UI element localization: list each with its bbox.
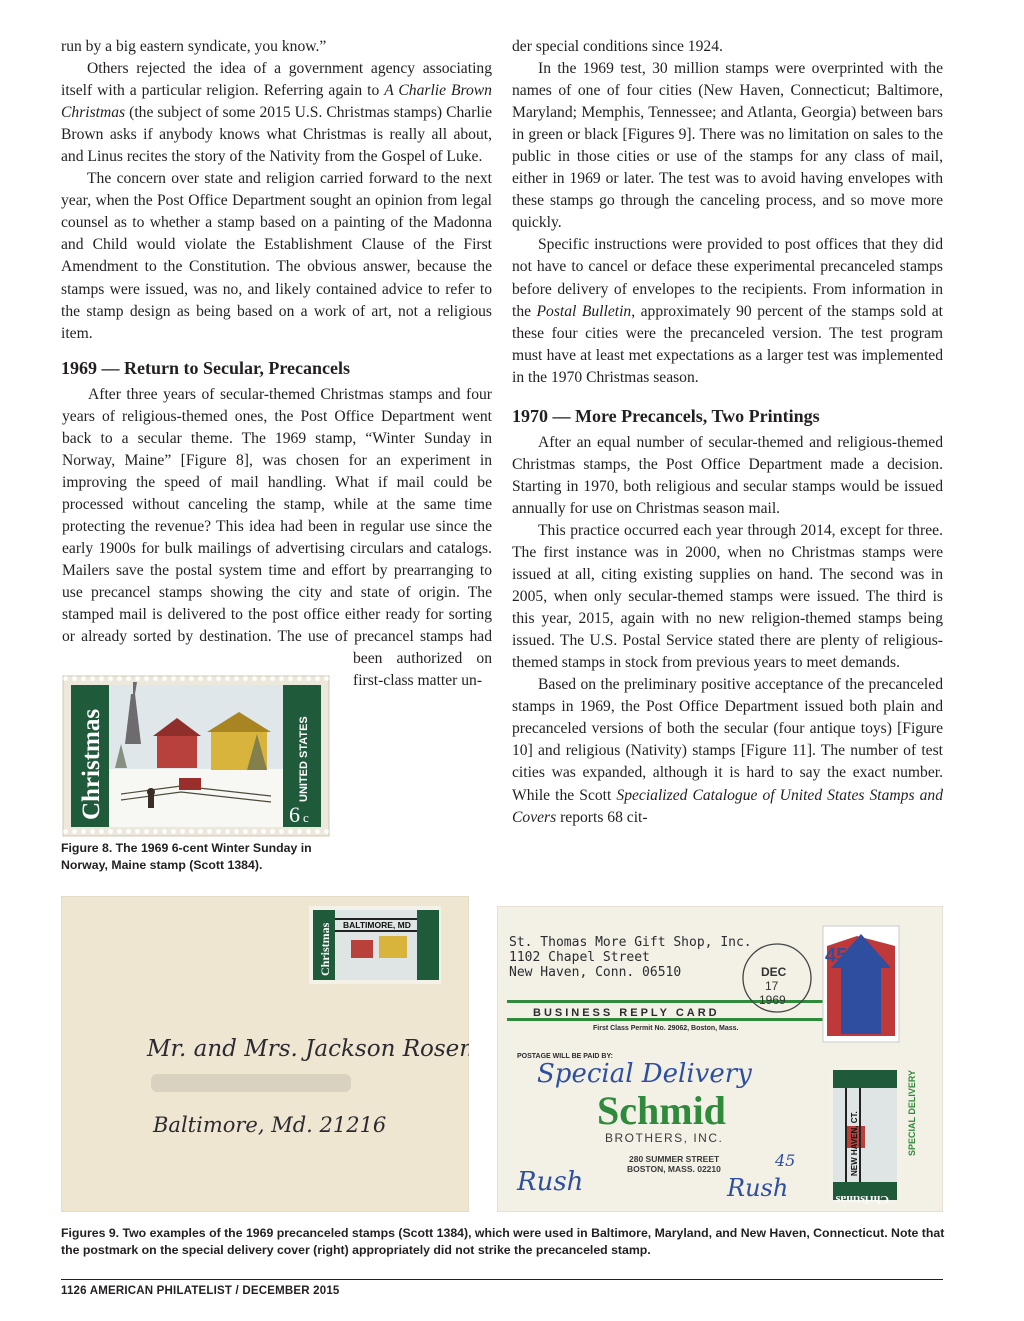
sender-line-2: 1102 Chapel Street <box>509 950 650 965</box>
paragraph: der special conditions since 1924. <box>512 38 723 55</box>
overprint-text: NEW HAVEN, CT. <box>850 1111 859 1176</box>
sender-line-3: New Haven, Conn. 06510 <box>509 965 682 980</box>
postmark-month: DEC <box>761 965 787 979</box>
street-label: 280 SUMMER STREET <box>629 1154 720 1164</box>
special-delivery-value: 45 <box>825 945 848 967</box>
brothers-label: BROTHERS, INC. <box>605 1131 724 1145</box>
paragraph: After an equal number of secular-themed and religious-themed Christmas stamps, the Post Office Department made a decision. Starting in 1970, both religious and secular stamps would be issued annually for use on Christmas season mail. <box>512 433 943 517</box>
permit-label: First Class Permit No. 29062, Boston, Mass. <box>593 1025 739 1032</box>
figure-9-caption: Figures 9. Two examples of the 1969 precanceled stamps (Scott 1384), which were used in Baltimore, Maryland, and New Haven, Connecticut. Note that the postmark on the special delivery cover (right) appropriately did not strike the precanceled stamp. <box>61 1226 945 1257</box>
stamp-country: UNITED STATES <box>298 716 310 802</box>
figure-8-caption: Figure 8. The 1969 6-cent Winter Sunday in Norway, Maine stamp (Scott 1384). <box>61 841 312 872</box>
paragraph: This practice occurred each year through 2014, except for three. The first instance was in 2000, when no Christmas stamps were issued at all, citing existing supplies on hand. The second was in 2005, when only secular-themed stamps were issued. The third is this year, 2015, again with no new religion-themed stamps being issued. The U.S. Postal Service stated there are plenty of religious-themed stamps in stock from previous years to meet demands. <box>512 521 943 672</box>
footer-rule <box>61 1279 943 1280</box>
italic-title: Postal Bulletin <box>536 302 632 320</box>
paragraph: After three years of secular-themed Christmas stamps and four years of religious-themed ones, the Post Office Department went back to a secular theme. The 1969 stamp, “Winter Sunday in Norway, Maine” [Figure 8], was chosen for an experiment in improving the speed of mail handling. What if mail could be processed without canceling the stamp, while at the same time protecting the revenue? This idea had been in regular use since the early 1900s for bulk mailings of advertising circulars and catalogs. Mailers save the postal system time and effort by prearranging to use precancel stamps showing the city and state of origin. The stamped mail is delivered to the post office either ready for sorting or already sorted by destination. The use of precancel stamps had been authorized on first-class matter un- <box>61 384 492 693</box>
stamp-cents: c <box>303 810 309 825</box>
italic-title: A Charlie Brown Christmas <box>61 82 492 122</box>
precancel-stamp <box>829 1066 901 1207</box>
special-delivery-stamp <box>823 926 899 1042</box>
city-label: BOSTON, MASS. 02210 <box>627 1164 721 1174</box>
precancel-stamp <box>309 906 441 984</box>
right-column <box>512 36 943 829</box>
paragraph: In the 1969 test, 30 million stamps were overprinted with the names of one of four cities (New Haven, Connecticut; Baltimore, Maryland; Memphis, Tennessee; and Atlanta, Georgia) between bars in green or black [Figures 9]. There was no limitation on sales to the public in those cities or use of the stamps for any class of mail, either in 1969 or later. The test was to avoid having envelopes with these stamps go through the canceling process, and so move more quickly. <box>512 60 943 232</box>
stamp-value: 6 <box>289 802 300 827</box>
paragraph: Others rejected the idea of a government agency associating itself with a particular religion. Referring again to A Charlie Brown Christmas (the subject of some 2015 U.S. Christmas stamps) Charlie Brown asks if anybody knows what Christmas is really all about, and Linus recites the story of the Nativity from the Gospel of Luke. <box>61 60 492 166</box>
figure-9-baltimore-cover <box>61 896 469 1212</box>
postmark-year: 1969 <box>759 993 786 1007</box>
stamp-word: Christmas <box>78 708 105 820</box>
paragraph: run by a big eastern syndicate, you know.” <box>61 38 327 55</box>
stamp-word: Christmas <box>318 922 332 976</box>
business-reply-label: BUSINESS REPLY CARD <box>533 1007 720 1019</box>
paragraph: Based on the preliminary positive acceptance of the precanceled stamps in 1969, the Post Office Department issued both plain and precanceled versions of both the secular (four antique toys) [Figure 10] and religious (Nativity) stamps [Figure 11]. The number of test cities was expanded, although it is hard to say the exact number. While the Scott Specialized Catalogue of United States Stamps and Covers reports 68 cit- <box>512 676 943 826</box>
page-footer: 1126 AMERICAN PHILATELIST / DECEMBER 2015 <box>61 1285 340 1297</box>
stamp-word: Christmas <box>835 1193 889 1207</box>
handwriting-price: 45 <box>775 1151 796 1170</box>
postage-paid-label: POSTAGE WILL BE PAID BY: <box>517 1053 613 1060</box>
handwriting-rush-right: Rush <box>727 1174 789 1202</box>
paragraph: Specific instructions were provided to post offices that they did not have to cancel or deface these experimental precanceled stamps before delivery of envelopes to the recipients. From information in the Postal Bulletin, approximately 90 percent of the stamps sold at these four cities were the precanceled version. The test program must have at least met expectations as a larger test was implemented in the 1970 Christmas season. <box>512 236 944 386</box>
postmark-day: 17 <box>765 979 779 993</box>
italic-title: Specialized Catalogue of United States Stamps and Covers <box>512 786 943 826</box>
figure-8-stamp <box>61 674 331 838</box>
blurred-address <box>151 1074 351 1092</box>
sender-line-1: St. Thomas More Gift Shop, Inc. <box>509 935 752 950</box>
paragraph: The concern over state and religion carried forward to the next year, when the Post Office Department sought an opinion from legal counsel as to whether a stamp based on a painting of the Madonna and Child would violate the Establishment Clause of the First Amendment to the Constitution. The obvious answer, because the stamps were issued, was no, and likely contained advice to refer to the stamp design as being based on a work of art, not a religious item. <box>61 170 492 342</box>
address-line-1: Mr. and Mrs. Jackson Rosen, <box>147 1036 469 1062</box>
special-delivery-strip: SPECIAL DELIVERY <box>907 1069 917 1156</box>
address-line-3: Baltimore, Md. 21216 <box>153 1113 387 1137</box>
schmid-logo: Schmid <box>597 1088 726 1133</box>
handwriting-special-delivery: Special Delivery <box>537 1059 752 1089</box>
overprint-text: BALTIMORE, MD <box>343 920 411 930</box>
section-heading: 1970 — More Precancels, Two Printings <box>512 405 820 426</box>
handwriting-rush-left: Rush <box>517 1167 584 1197</box>
figure-9-new-haven-cover <box>497 906 943 1212</box>
section-heading: 1969 — Return to Secular, Precancels <box>61 357 350 378</box>
